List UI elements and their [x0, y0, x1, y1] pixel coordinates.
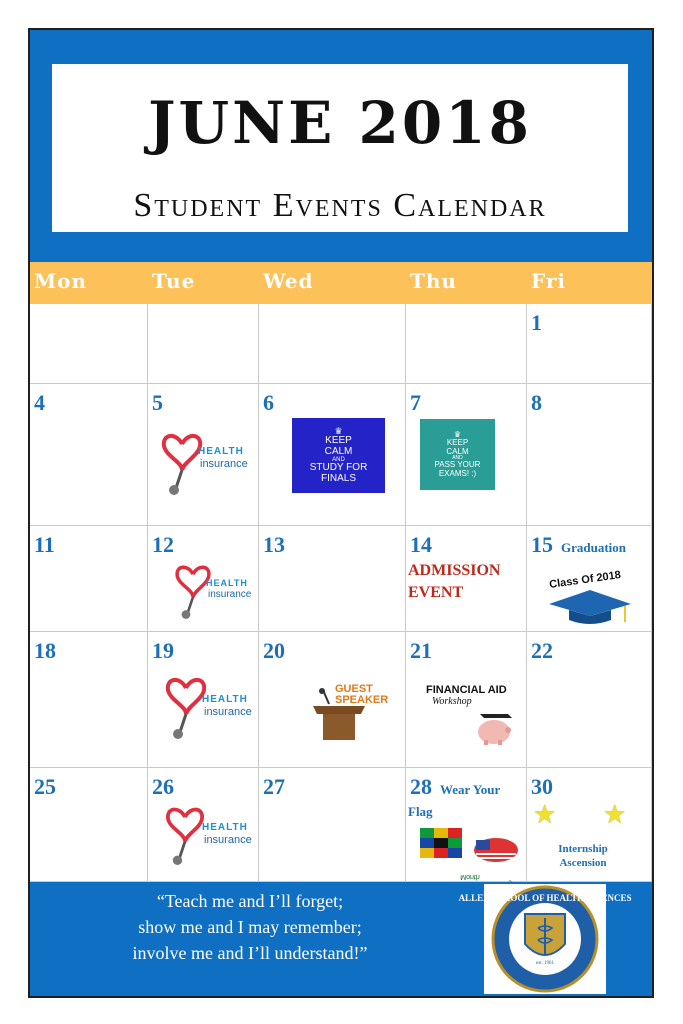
flags-icon [418, 826, 522, 868]
day-cell [406, 384, 527, 526]
day-cell [527, 768, 652, 882]
health-word: HEALTH [206, 578, 248, 588]
podium-icon [309, 688, 369, 742]
day-cell [406, 632, 527, 768]
subtitle-box [52, 180, 628, 232]
keep-calm-text: EXAMS! :) [438, 468, 477, 478]
health-word: HEALTH [202, 694, 248, 705]
school-seal-icon [458, 884, 632, 994]
logo-text: ALLEN SCHOOL OF HEALTH SCIENCES [458, 893, 632, 903]
keep-calm-text: STUDY FOR [309, 462, 368, 474]
quote-line: involve me and I’ll understand!” [132, 943, 368, 963]
insurance-word: insurance [208, 589, 252, 600]
day-cell [259, 384, 406, 526]
caribbean-heritage-image [418, 826, 522, 878]
crown-icon: ♛ [453, 429, 462, 439]
keep-calm-text: CALM [324, 445, 353, 457]
day-cell [527, 384, 652, 526]
day-cell [30, 304, 148, 384]
stethoscope-icon [162, 672, 210, 740]
calendar-subtitle: Student Events Calendar [133, 187, 547, 224]
guest-speaker-image [309, 684, 391, 746]
health-insurance-image [162, 672, 254, 740]
weekday-fri: Fri [531, 269, 566, 293]
footer-banner [30, 882, 652, 996]
day-number: 6 [263, 390, 274, 415]
day-cell [259, 632, 406, 768]
day-number: 11 [34, 532, 55, 557]
day-cell [30, 526, 148, 632]
workshop-text: Workshop [432, 696, 472, 707]
day-cell [30, 384, 148, 526]
keep-calm-exams-image [420, 419, 495, 490]
day-cell [259, 526, 406, 632]
day-number: 1 [531, 310, 542, 335]
day-number: 21 [410, 638, 432, 663]
logo-est: est. 1961 [535, 961, 555, 966]
crown-icon: ♛ [334, 425, 343, 436]
day-number: 13 [263, 532, 285, 557]
star-icon: ★ [533, 800, 557, 829]
day-cell [148, 304, 259, 384]
day-number: 15 [531, 532, 553, 557]
day-cell [148, 526, 259, 632]
internship-line: Internship [558, 843, 608, 855]
keep-calm-text: CALM [446, 446, 469, 456]
weekday-tue: Tue [152, 269, 196, 293]
calendar-title: JUNE 2018 [148, 89, 532, 157]
day-number: 26 [152, 774, 174, 799]
day-number: 30 [531, 774, 553, 799]
day-number: 22 [531, 638, 553, 663]
school-logo [458, 884, 632, 994]
admission-event-label [408, 560, 500, 604]
day-cell [406, 526, 527, 632]
guest-speaker-line: SPEAKER [335, 694, 389, 706]
keep-calm-study-image [292, 418, 385, 493]
day-cell [148, 384, 259, 526]
day-cell [527, 526, 652, 632]
health-word: HEALTH [202, 822, 248, 833]
weekday-wed: Wed [263, 269, 314, 293]
heritage-month-text: Month [460, 873, 480, 880]
day-cell [406, 304, 527, 384]
health-insurance-image [162, 802, 254, 866]
day-number: 8 [531, 390, 542, 415]
weekday-header [30, 262, 652, 304]
day-number: 27 [263, 774, 285, 799]
header-banner [30, 30, 652, 262]
quote-line: “Teach me and I’ll forget; [156, 891, 344, 911]
day-number: 4 [34, 390, 45, 415]
keep-calm-text: AND [332, 457, 345, 464]
keep-calm-text: KEEP [446, 438, 469, 448]
day-number: 18 [34, 638, 56, 663]
wear-your-flag-label: Wear Your [440, 782, 501, 797]
keep-calm-text: FINALS [320, 472, 356, 484]
piggy-bank-icon [470, 708, 514, 746]
day-cell [30, 768, 148, 882]
day-cell [148, 632, 259, 768]
day-cell [30, 632, 148, 768]
day-number: 7 [410, 390, 421, 415]
internship-line: Ascension [559, 857, 607, 869]
financial-aid-text: FINANCIAL AID [426, 684, 507, 696]
grad-cap-icon [545, 586, 635, 626]
day-cell [527, 304, 652, 384]
class-of-2018-image [545, 569, 635, 624]
admission-event-line: ADMISSION [408, 562, 501, 579]
footer-quote [30, 888, 470, 966]
day-number: 28 [410, 774, 432, 799]
insurance-word: insurance [204, 834, 252, 846]
wear-your-flag-label: Flag [408, 804, 433, 819]
financial-aid-image [426, 684, 516, 754]
day-number: 25 [34, 774, 56, 799]
graduation-label: Graduation [561, 540, 627, 555]
quote-line: show me and I may remember; [138, 917, 362, 937]
day-cell [259, 304, 406, 384]
insurance-word: insurance [204, 706, 252, 718]
day-number: 12 [152, 532, 174, 557]
calendar-grid [30, 304, 652, 882]
class-of-text: Class Of 2018 [548, 569, 622, 591]
health-word: HEALTH [198, 446, 244, 457]
day-number: 5 [152, 390, 163, 415]
health-insurance-image [158, 428, 254, 496]
insurance-word: insurance [200, 458, 248, 470]
day-cell [259, 768, 406, 882]
keep-calm-text: PASS YOUR [434, 460, 481, 470]
internship-ascension-label [527, 842, 639, 870]
weekday-thu: Thu [410, 269, 457, 293]
keep-calm-text: AND [452, 455, 463, 462]
stethoscope-icon [162, 802, 208, 866]
weekday-mon: Mon [34, 269, 88, 293]
star-icon: ★ [603, 800, 627, 829]
day-cell [527, 632, 652, 768]
title-box [52, 64, 628, 182]
day-number: 19 [152, 638, 174, 663]
keep-calm-text: KEEP [325, 435, 352, 447]
day-cell [148, 768, 259, 882]
day-number: 20 [263, 638, 285, 663]
health-insurance-image [172, 560, 256, 622]
day-number: 14 [410, 532, 432, 557]
stethoscope-icon [158, 428, 206, 496]
day-cell [406, 768, 527, 882]
admission-event-line: EVENT [408, 584, 464, 601]
guest-speaker-line: GUEST [335, 683, 373, 695]
